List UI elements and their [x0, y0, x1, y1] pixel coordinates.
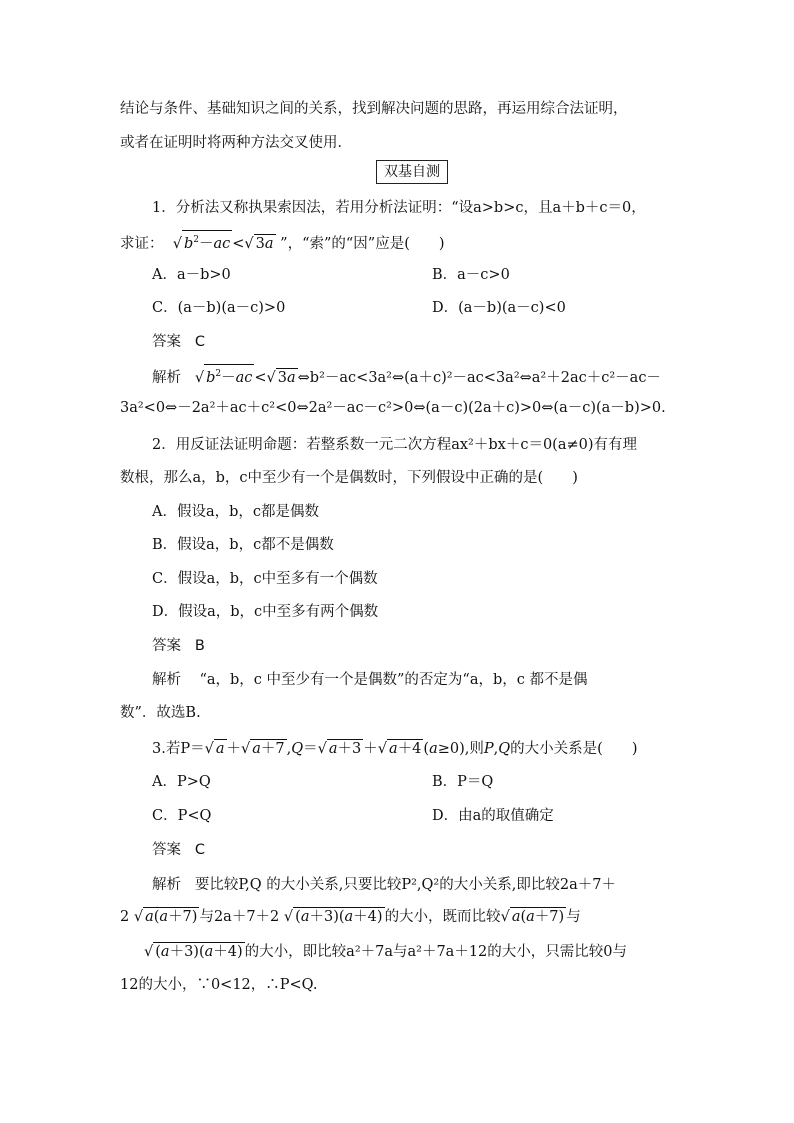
q3-option-c: C．P<Q [152, 808, 212, 824]
q2-option-b: B．假设a，b，c都不是偶数 [152, 537, 334, 553]
q1-option-b: B．a－c>0 [432, 267, 510, 283]
q2-answer [152, 635, 205, 657]
q1-option-d: D．(a－b)(a－c)<0 [432, 300, 566, 316]
q2-answer-label: 答案 [152, 638, 181, 654]
q3-analysis-line-3 [144, 941, 627, 963]
q3-analysis-math-1: 2 √ a(a＋7) [120, 909, 198, 925]
q3-answer-label: 答案 [152, 842, 181, 858]
q3-stem-math: √ a ＋√ a＋7 ,Q＝√ a＋3 ＋√ a＋4 (a≥0),则P,Q [204, 741, 511, 757]
q3-analysis-line-2 [120, 906, 581, 928]
q3-analysis-math-3: √ a(a＋7) [500, 909, 565, 925]
q2-analysis-text-1: “a，b，c 中至少有一个是偶数”的否定为“a，b，c 都不是偶 [199, 672, 588, 688]
q1-stem-line-2 [120, 230, 445, 255]
q3-option-b: B．P＝Q [432, 774, 494, 790]
q3-analysis-text-1: 要比较P,Q 的大小关系,只要比较P²,Q²的大小关系,即比较2a＋7＋ [194, 877, 616, 893]
q1-stem-prefix: 求证： [120, 236, 164, 252]
q3-stem [152, 738, 638, 760]
q1-inequality-math: √ $b^2-ac$ <√ 3a [168, 236, 275, 252]
q3-analysis-math-2: √ (a＋3)(a＋4) [279, 909, 383, 925]
q1-analysis-text-1: ⇔b²－ac<3a²⇔(a＋c)²－ac<3a²⇔a²＋2ac＋c²－ac－ [297, 370, 661, 386]
q1-analysis-math: √ $b^2-ac$ <√ 3a [195, 370, 298, 386]
q2-option-d: D．假设a，b，c中至多有两个偶数 [152, 604, 379, 620]
q3-analysis-math-4: √ (a＋3)(a＋4) [144, 944, 243, 960]
q2-option-a: A．假设a，b，c都是偶数 [152, 504, 320, 520]
q3-analysis-text-3: 的大小，即比较a²＋7a与a²＋7a＋12的大小，只需比较0与 [244, 944, 628, 960]
q2-analysis-line-2: 数”．故选B. [120, 705, 201, 721]
q2-analysis-line-1 [152, 669, 588, 691]
q2-answer-value: B [194, 638, 205, 654]
q3-analysis-line-1 [152, 874, 616, 896]
q3-option-a: A．P>Q [152, 774, 211, 790]
q3-analysis-label: 解析 [152, 877, 181, 893]
q2-stem-line-2: 数根，那么a，b，c中至少有一个是偶数时，下列假设中正确的是( ) [120, 470, 578, 486]
section-title: 双基自测 [376, 160, 448, 184]
q1-answer-value: C [194, 334, 205, 350]
q1-option-c: C．(a－b)(a－c)>0 [152, 300, 286, 316]
q1-analysis-line-1 [152, 364, 661, 389]
q1-answer [152, 331, 205, 353]
q3-answer [152, 839, 205, 861]
q3-answer-value: C [194, 842, 205, 858]
q3-option-d: D．由a的取值确定 [432, 808, 554, 824]
q3-stem-prefix: 3.若P＝ [152, 741, 205, 757]
q1-stem-line-1: 1．分析法又称执果索因法，若用分析法证明：“设a>b>c，且a＋b＋c＝0， [152, 200, 646, 216]
q3-analysis-text-2c: 与 [566, 909, 581, 925]
q1-analysis-label: 解析 [152, 370, 181, 386]
q1-answer-label: 答案 [152, 334, 181, 350]
q2-stem-line-1: 2．用反证法证明命题：若整系数一元二次方程ax²＋bx＋c＝0(a≠0)有有理 [152, 437, 637, 453]
q1-stem-suffix: ”，“索”的“因”应是( ) [280, 236, 445, 252]
q3-analysis-text-2b: 的大小，既而比较 [384, 909, 501, 925]
q3-analysis-line-4: 12的大小，∵0<12，∴P<Q. [120, 977, 318, 993]
q1-analysis-line-2: 3a²<0⇔－2a²＋ac＋c²<0⇔2a²－ac－c²>0⇔(a－c)(2a＋c)>0⇔(a－c)(a－b)>0. [120, 400, 666, 416]
q2-option-c: C．假设a，b，c中至多有一个偶数 [152, 571, 378, 587]
q1-option-a: A．a－b>0 [152, 267, 231, 283]
intro-line-1: 结论与条件、基础知识之间的关系，找到解决问题的思路，再运用综合法证明， [120, 101, 628, 117]
q3-analysis-text-2a: 与2a＋7＋2 [199, 909, 280, 925]
intro-line-2: 或者在证明时将两种方法交叉使用． [120, 135, 352, 151]
q2-analysis-label: 解析 [152, 672, 181, 688]
q3-stem-suffix: 的大小关系是( ) [510, 741, 638, 757]
